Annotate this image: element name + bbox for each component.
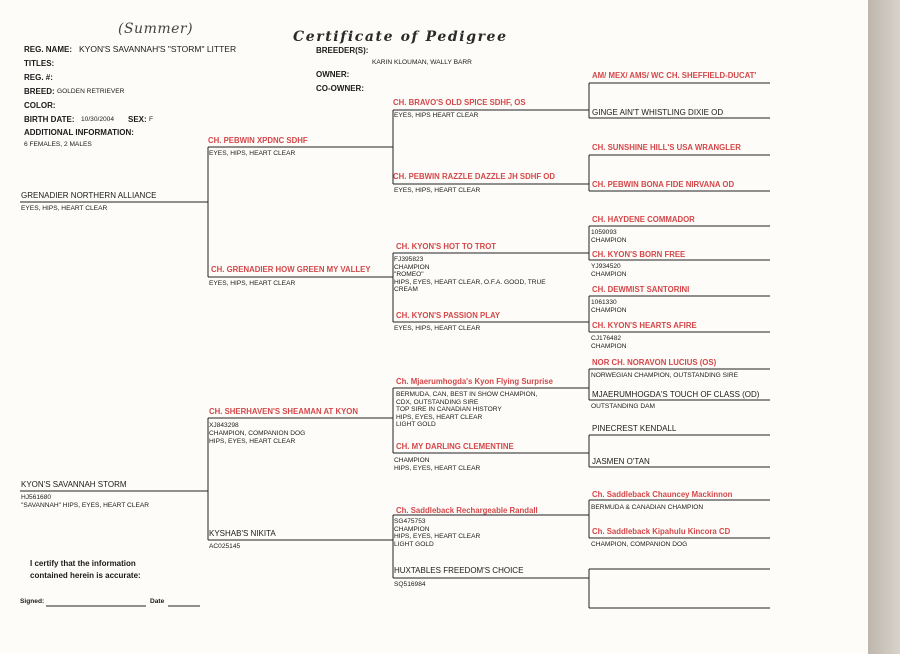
owner-label: OWNER: [316, 70, 350, 79]
gen3-ancestor-info: CREAM [394, 286, 418, 294]
gen4-ancestor-info: OUTSTANDING DAM [591, 403, 655, 410]
co-owner-label: CO-OWNER: [316, 84, 364, 93]
gen4-ancestor-info: CHAMPION [591, 342, 627, 350]
gen4-ancestor-info: 1059093 [591, 229, 617, 236]
gen2-dam-sire-name: CH. SHERHAVEN'S SHEAMAN AT KYON [209, 407, 358, 416]
gen3-ancestor-info: FJ395823 [394, 256, 424, 263]
sire-info: EYES, HIPS, HEART CLEAR [21, 205, 108, 212]
gen2-sire-sire-name: CH. PEBWIN XPDNC SDHF [208, 136, 308, 145]
gen3-ancestor-name: CH. KYON'S HOT TO TROT [396, 242, 497, 251]
certify-line-1: I certify that the information [30, 559, 136, 568]
gen4-ancestor-name: CH. KYON'S BORN FREE [592, 250, 686, 259]
reg-name-label: REG. NAME: [24, 45, 72, 54]
gen3-ancestor-info: SG475753 [394, 518, 426, 525]
gen3-ancestor-info: LIGHT GOLD [394, 540, 434, 548]
gen4-ancestor-name: CH. HAYDENE COMMADOR [592, 215, 695, 224]
gen3-ancestor-info: CHAMPION [394, 525, 430, 533]
gen3-ancestor-name: HUXTABLES FREEDOM'S CHOICE [394, 566, 524, 575]
additional-info-label: ADDITIONAL INFORMATION: [24, 128, 134, 137]
gen3-ancestor-name: CH. MY DARLING CLEMENTINE [396, 442, 514, 451]
breeder-label: BREEDER(S): [316, 46, 369, 55]
sex-label: SEX: [128, 115, 147, 124]
gen3-ancestor-info: TOP SIRE IN CANADIAN HISTORY [396, 406, 502, 414]
breed-label: BREED: [24, 87, 55, 96]
gen2-dam-dam-info: AC025145 [209, 543, 241, 550]
sex-value: F [149, 116, 154, 123]
gen3-ancestor-info: EYES, HIPS HEART CLEAR [394, 112, 479, 119]
gen4-ancestor-name: CH. DEWMIST SANTORINI [592, 285, 690, 294]
gen3-ancestor-info: HIPS, EYES, HEART CLEAR [396, 413, 483, 421]
gen4-ancestor-name: PINECREST KENDALL [592, 424, 677, 433]
breeder-value: KARIN KLOUMAN, WALLY BARR [372, 59, 472, 66]
date-label: Date [150, 598, 165, 605]
gen2-dam-sire-info-3: HIPS, EYES, HEART CLEAR [209, 438, 296, 445]
gen3-ancestor-name: CH. PEBWIN RAZZLE DAZZLE JH SDHF OD [393, 172, 555, 181]
gen4-ancestor-info: CHAMPION [591, 306, 627, 314]
sire-name: GRENADIER NORTHERN ALLIANCE [21, 191, 157, 200]
gen3-ancestor-info: CHAMPION [394, 457, 430, 464]
gen3-ancestor-info: CHAMPION [394, 263, 430, 271]
certify-line-2: contained herein is accurate: [30, 571, 141, 580]
gen4-ancestor-name: Ch. Saddleback Chauncey Mackinnon [592, 490, 733, 499]
birth-date-value: 10/30/2004 [81, 116, 115, 123]
page-title: Certificate of Pedigree [293, 29, 508, 45]
reg-name-value: KYON'S SAVANNAH'S "STORM" LITTER [79, 44, 237, 54]
gen4-ancestor-name: AM/ MEX/ AMS/ WC CH. SHEFFIELD-DUCAT' [592, 71, 757, 80]
gen3-ancestor-info: CDX, OUTSTANDING SIRE [396, 398, 479, 406]
gen2-sire-dam-info: EYES, HIPS, HEART CLEAR [209, 280, 296, 287]
gen4-ancestor-name: CH. SUNSHINE HILL'S USA WRANGLER [592, 143, 741, 152]
birth-date-label: BIRTH DATE: [24, 115, 75, 124]
gen3-ancestor-info: EYES, HIPS, HEART CLEAR [394, 187, 481, 194]
gen4-ancestor-info: CHAMPION [591, 236, 627, 244]
gen4-ancestor-name: JASMEN O'TAN [592, 457, 650, 466]
gen3-ancestor-info: HIPS, EYES, HEART CLEAR [394, 464, 481, 472]
dam-info-1: HJ561680 [21, 494, 52, 501]
gen3-ancestor-info: "ROMEO" [394, 271, 424, 279]
additional-info-value: 6 FEMALES, 2 MALES [24, 141, 92, 148]
signed-label: Signed: [20, 598, 45, 605]
breed-value: GOLDEN RETRIEVER [57, 88, 125, 95]
gen2-sire-dam-name: CH. GRENADIER HOW GREEN MY VALLEY [211, 265, 371, 274]
titles-label: TITLES: [24, 59, 55, 68]
gen3-ancestor-name: CH. BRAVO'S OLD SPICE SDHF, OS [393, 98, 526, 107]
gen3-ancestor-info: HIPS, EYES, HEART CLEAR, O.F.A. GOOD, TRUE [394, 278, 546, 286]
gen3-ancestor-info: BERMUDA, CAN, BEST IN SHOW CHAMPION, [396, 391, 538, 398]
gen4-ancestor-info: CHAMPION [591, 270, 627, 278]
gen4-ancestor-info: CJ176482 [591, 335, 622, 342]
dam-name: KYON'S SAVANNAH STORM [21, 480, 127, 489]
color-label: COLOR: [24, 101, 56, 110]
gen4-ancestor-info: BERMUDA & CANADIAN CHAMPION [591, 504, 704, 511]
dam-info-2: "SAVANNAH" HIPS, EYES, HEART CLEAR [21, 502, 150, 509]
gen4-ancestor-info: YJ934520 [591, 263, 621, 270]
gen3-ancestor-name: Ch. Saddleback Rechargeable Randall [396, 506, 538, 515]
gen2-dam-sire-info-2: CHAMPION, COMPANION DOG [209, 430, 306, 437]
gen4-ancestor-info: CHAMPION, COMPANION DOG [591, 541, 688, 548]
gen4-ancestor-info: NORWEGIAN CHAMPION, OUTSTANDING SIRE [591, 372, 739, 379]
gen4-ancestor-name: MJAERUMHOGDA'S TOUCH OF CLASS (OD) [592, 390, 760, 399]
gen3-ancestor-info: EYES, HIPS, HEART CLEAR [394, 325, 481, 332]
gen2-dam-sire-info-1: XJ843298 [209, 422, 239, 429]
gen4-ancestor-info: 1061330 [591, 299, 617, 306]
gen4-ancestor-name: CH. KYON'S HEARTS AFIRE [592, 321, 697, 330]
scan-edge [868, 0, 900, 654]
reg-no-label: REG. #: [24, 73, 53, 82]
gen4-ancestor-name: NOR CH. NORAVON LUCIUS (OS) [592, 358, 717, 367]
gen2-sire-sire-info: EYES, HIPS, HEART CLEAR [209, 150, 296, 157]
gen2-dam-dam-name: KYSHAB'S NIKITA [209, 529, 276, 538]
gen3-ancestor-name: CH. KYON'S PASSION PLAY [396, 311, 501, 320]
gen3-ancestor-name: Ch. Mjaerumhogda's Kyon Flying Surprise [396, 377, 553, 386]
gen4-ancestor-name: Ch. Saddleback Kipahulu Kincora CD [592, 527, 731, 536]
gen3-ancestor-info: HIPS, EYES, HEART CLEAR [394, 533, 481, 541]
gen4-ancestor-name: CH. PEBWIN BONA FIDE NIRVANA OD [592, 180, 735, 189]
gen3-ancestor-info: SQ516984 [394, 581, 426, 588]
gen3-ancestor-info: LIGHT GOLD [396, 421, 436, 429]
gen4-ancestor-name: GINGE AIN'T WHISTLING DIXIE OD [592, 108, 724, 117]
handwritten-note: (Summer) [118, 21, 194, 37]
